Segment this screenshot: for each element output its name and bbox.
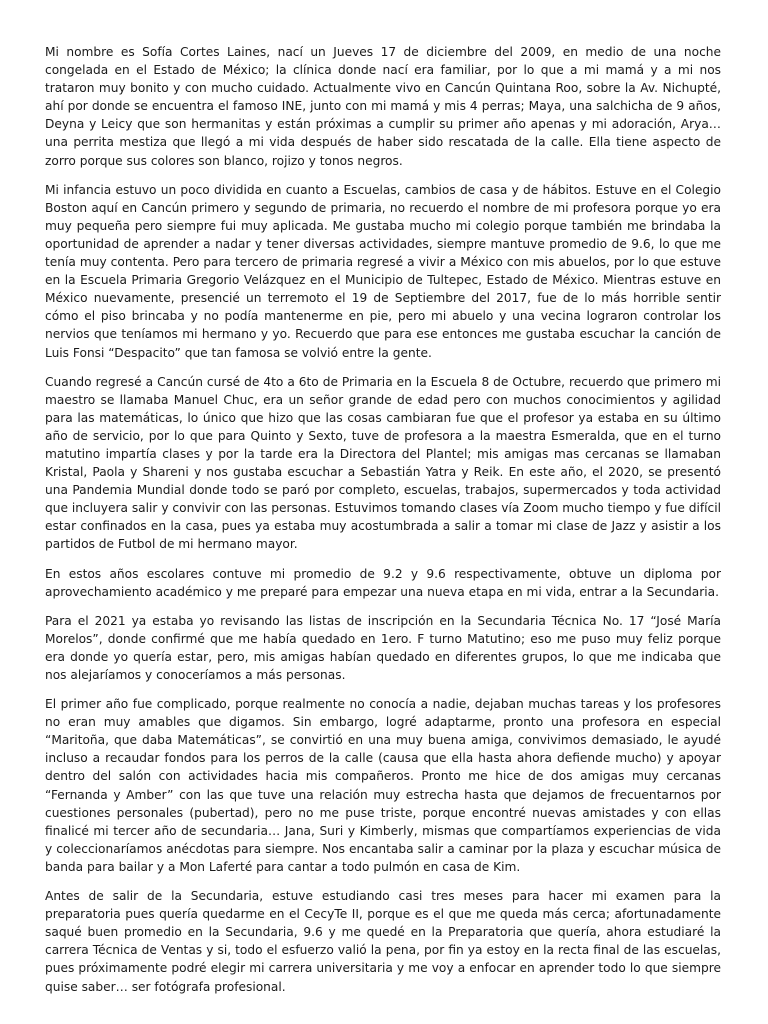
paragraph-intro: Mi nombre es Sofía Cortes Laines, nací un Jueves 17 de diciembre del 2009, en medio de una noche congelada en el Estado de México; la clínica donde nací era familiar, por lo que a mi mamá y a mi nos trataron muy bonito y con mucho cuidado. Actualmente vivo en Cancún Quintana Roo, sobre la Av. Nichupté, ahí por donde se encuentra el famoso INE, junto con mi mamá y mis 4 perras; Maya, una salchicha de 9 años, Deyna y Leicy que son hermanitas y están próximas a cumplir su primer año apenas y mi adoración, Arya… una perrita mestiza que llegó a mi vida después de haber sido rescatada de la calle. Ella tiene aspecto de zorro porque sus colores son blanco, rojizo y tonos negros. bbox=[45, 45, 721, 168]
paragraph-secondary-enrollment: Para el 2021 ya estaba yo revisando las listas de inscripción en la Secundaria Técnica No. 17 “José María Morelos”, donde confirmé que me había quedado en 1ero. F turno Matutino; eso me puso muy feliz porque era donde yo quería estar, pero, mis amigas habían quedado en diferentes grupos, lo que me indicaba que nos alejaríamos y conoceríamos a más personas. bbox=[45, 613, 721, 682]
paragraph-primary-school: Cuando regresé a Cancún cursé de 4to a 6to de Primaria en la Escuela 8 de Octubre, recuerdo que primero mi maestro se llamaba Manuel Chuc, era un señor grande de edad pero con muchos conocimientos y agilidad para las matemáticas, lo único que hizo que las cosas cambiaran fue que el profesor ya estaba en su último año de servicio, por lo que para Quinto y Sexto, tuve de profesora a la maestra Esmeralda, que en el turno matutino impartía clases y por la tarde era la Directora del Plantel; mis amigas mas cercanas se llamaban Kristal, Paola y Shareni y nos gustaba escuchar a Sebastián Yatra y Reik. En este año, el 2020, se presentó una Pandemia Mundial donde todo se paró por completo, escuelas, trabajos, supermercados y toda actividad que incluyera salir y convivir con las personas. Estuvimos tomando clases vía Zoom mucho tiempo y fue difícil estar confinados en la casa, pues ya estaba muy acostumbrada a salir a tomar mi clase de Jazz y asistir a los partidos de Futbol de mi hermano mayor. bbox=[45, 374, 721, 552]
paragraph-grades: En estos años escolares contuve mi promedio de 9.2 y 9.6 respectivamente, obtuve un diploma por aprovechamiento académico y me preparé para empezar una nueva etapa en mi vida, entrar a la Secundaria. bbox=[45, 566, 721, 599]
paragraph-childhood: Mi infancia estuvo un poco dividida en cuanto a Escuelas, cambios de casa y de hábitos. Estuve en el Colegio Boston aquí en Cancún primero y segundo de primaria, no recuerdo el nombre de mi profesora porque yo era muy pequeña pero siempre fui muy aplicada. Me gustaba mucho mi colegio porque también me brindaba la oportunidad de aprender a nadar y tener diversas actividades, siempre mantuve promedio de 9.6, lo que me tenía muy contenta. Pero para tercero de primaria regresé a vivir a México con mis abuelos, por lo que estuve en la Escuela Primaria Gregorio Velázquez en el Municipio de Tultepec, Estado de México. Mientras estuve en México nuevamente, presencié un terremoto el 19 de Septiembre del 2017, fue de lo más horrible sentir cómo el piso brincaba y no podía mantenerme en pie, pero mi abuelo y una vecina lograron controlar los nervios que teníamos mi hermano y yo. Recuerdo que para ese entonces me gustaba escuchar la canción de Luis Fonsi “Despacito” que tan famosa se volvió entre la gente. bbox=[45, 182, 721, 360]
document-page bbox=[45, 43, 721, 1007]
paragraph-high-school: Antes de salir de la Secundaria, estuve estudiando casi tres meses para hacer mi examen para la preparatoria pues quería quedarme en el CecyTe II, porque es el que me queda más cerca; afortunadamente saqué buen promedio en la Secundaria, 9.6 y me quedé en la Preparatoria que quería, ahora estudiaré la carrera Técnica de Ventas y si, todo el esfuerzo valió la pena, por fin ya estoy en la recta final de las escuelas, pues próximamente podré elegir mi carrera universitaria y me voy a enfocar en aprender todo lo que siempre quise saber… ser fotógrafa profesional. bbox=[45, 889, 721, 994]
paragraph-first-year: El primer año fue complicado, porque realmente no conocía a nadie, dejaban muchas tareas y los profesores no eran muy amables que digamos. Sin embargo, logré adaptarme, pronto una profesora en especial “Maritoña, que daba Matemáticas”, se convirtió en una muy buena amiga, convivimos demasiado, le ayudé incluso a recaudar fondos para los perros de la calle (causa que ella hasta ahora defiende mucho) y apoyar dentro del salón con actividades hacia mis compañeros. Pronto me hice de dos amigas muy cercanas “Fernanda y Amber” con las que tuve una relación muy estrecha hasta que dejamos de frecuentarnos por cuestiones personales (pubertad), pero no me puse triste, porque encontré nuevas amistades y con ellas finalicé mi tercer año de secundaria… Jana, Suri y Kimberly, mismas que compartíamos experiencias de vida y coleccionaríamos anécdotas para siempre. Nos encantaba salir a caminar por la plaza y escuchar música de banda para bailar y a Mon Laferté para cantar a todo pulmón en casa de Kim. bbox=[45, 697, 721, 874]
